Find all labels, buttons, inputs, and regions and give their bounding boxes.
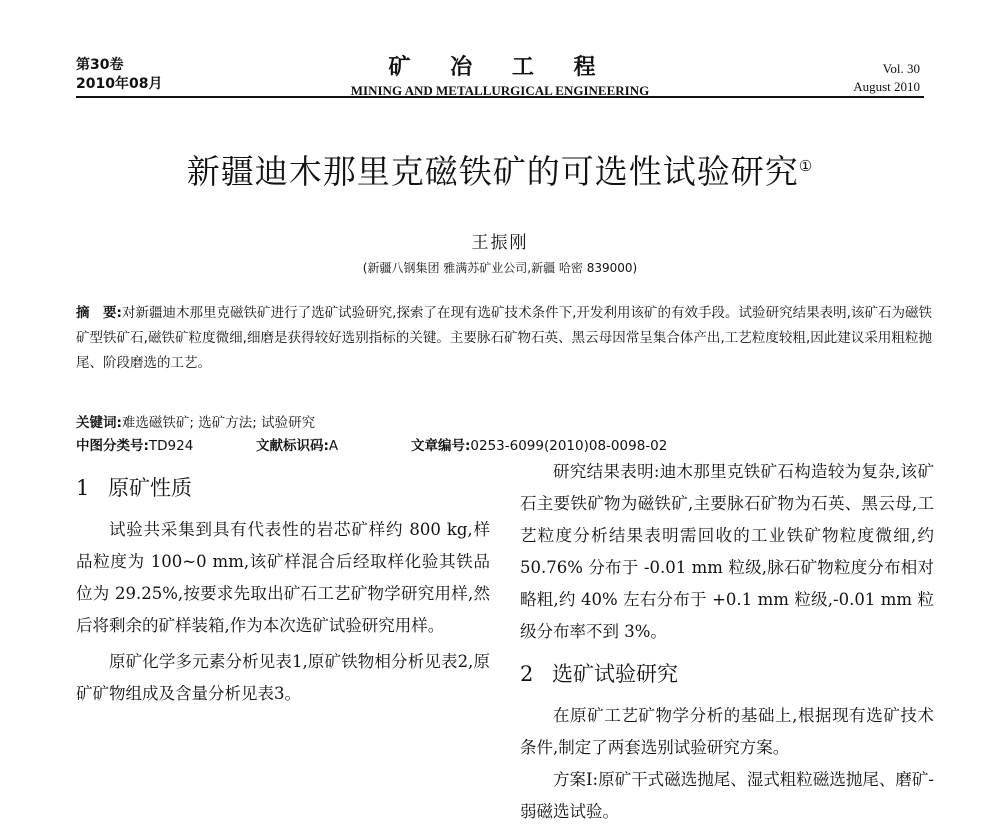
clc-value: TD924 [148,438,194,454]
abstract [76,301,932,376]
abstract-label: 摘 要: [76,305,122,321]
left-column [76,466,490,710]
section-1-title: 原矿性质 [108,476,192,500]
keywords: 难选磁铁矿; 选矿方法; 试验研究 [121,415,316,431]
article-no-group [411,434,667,454]
keywords-line [76,411,932,431]
classification-line [76,434,932,454]
title-footnote-mark: ① [798,157,814,175]
section-2-heading [520,654,934,694]
section-1-heading [76,468,490,508]
paragraph: 试验共采集到具有代表性的岩芯矿样约 800 kg,样品粒度为 100~0 mm,该矿样混合后经取样化验其铁品位为 29.25%,按要求先取出矿石工艺矿物学研究用样,然后将剩余的矿样装箱,作为本次选矿试验研究用样。 [76,520,490,635]
journal-volume-en [853,60,920,96]
section-2-title: 选矿试验研究 [552,662,678,686]
section-1-number: 1 [76,476,90,500]
article-title [0,146,1000,193]
section-2-number: 2 [520,662,534,686]
paragraph: 在原矿工艺矿物学分析的基础上,根据现有选矿技术条件,制定了两套选别试验研究方案。 [520,706,934,757]
volume-en: Vol. 30 [882,61,920,76]
right-column [520,456,934,828]
paragraph: 原矿化学多元素分析见表1,原矿铁物相分析见表2,原矿矿物组成及含量分析见表3。 [76,652,490,703]
date-cn: 2010年08月 [76,76,163,92]
article-no-label: 文章编号: [411,438,471,454]
article-meta [76,411,932,454]
doc-code-label: 文献标识码: [256,438,329,454]
keywords-label: 关键词: [76,415,122,431]
paragraph: 方案Ⅰ:原矿干式磁选抛尾、湿式粗粒磁选抛尾、磨矿-弱磁选试验。 [520,770,934,821]
abstract-text: 对新疆迪木那里克磁铁矿进行了选矿试验研究,探索了在现有选矿技术条件下,开发利用该矿的有效手段。试验研究结果表明,该矿石为磁铁矿型铁矿石,磁铁矿粒度微细,细磨是获得较好选别指标的关键。主要脉石矿物石英、黑云母因常呈集合体产出,工艺粒度较粗,因此建议采用粗粒抛尾、阶段磨选的工艺。 [76,305,932,371]
doc-code-value: A [328,438,339,454]
paragraph: 研究结果表明:迪木那里克铁矿石构造较为复杂,该矿石主要铁矿物为磁铁矿,主要脉石矿物为石英、黑云母,工艺粒度分析结果表明需回收的工业铁矿物粒度微细,约 50.76% 分布于 -0.01 mm 粒级,脉石矿物粒度分布相对略粗,约 40% 左右分布于 +0.1 mm 粒级,-0.01 mm 粒级分布率不到 3%。 [520,462,934,641]
journal-name-en: MINING AND METALLURGICAL ENGINEERING [350,83,650,98]
journal-name-cn: 矿 冶 工 程 [388,55,612,80]
journal-name [0,50,1000,99]
clc-label: 中图分类号: [76,438,149,454]
header-rule [76,96,924,98]
clc-group [76,434,256,454]
title-text: 新疆迪木那里克磁铁矿的可选性试验研究 [186,152,799,191]
date-en: August 2010 [853,79,920,94]
volume-cn: 第30卷 [76,57,124,73]
doc-code-group [256,434,411,454]
article-no-value: 0253-6099(2010)08-0098-02 [470,438,668,454]
affiliation: (新疆八钢集团 雅满苏矿业公司,新疆 哈密 839000) [362,261,638,275]
author: 王振刚 [471,233,529,253]
